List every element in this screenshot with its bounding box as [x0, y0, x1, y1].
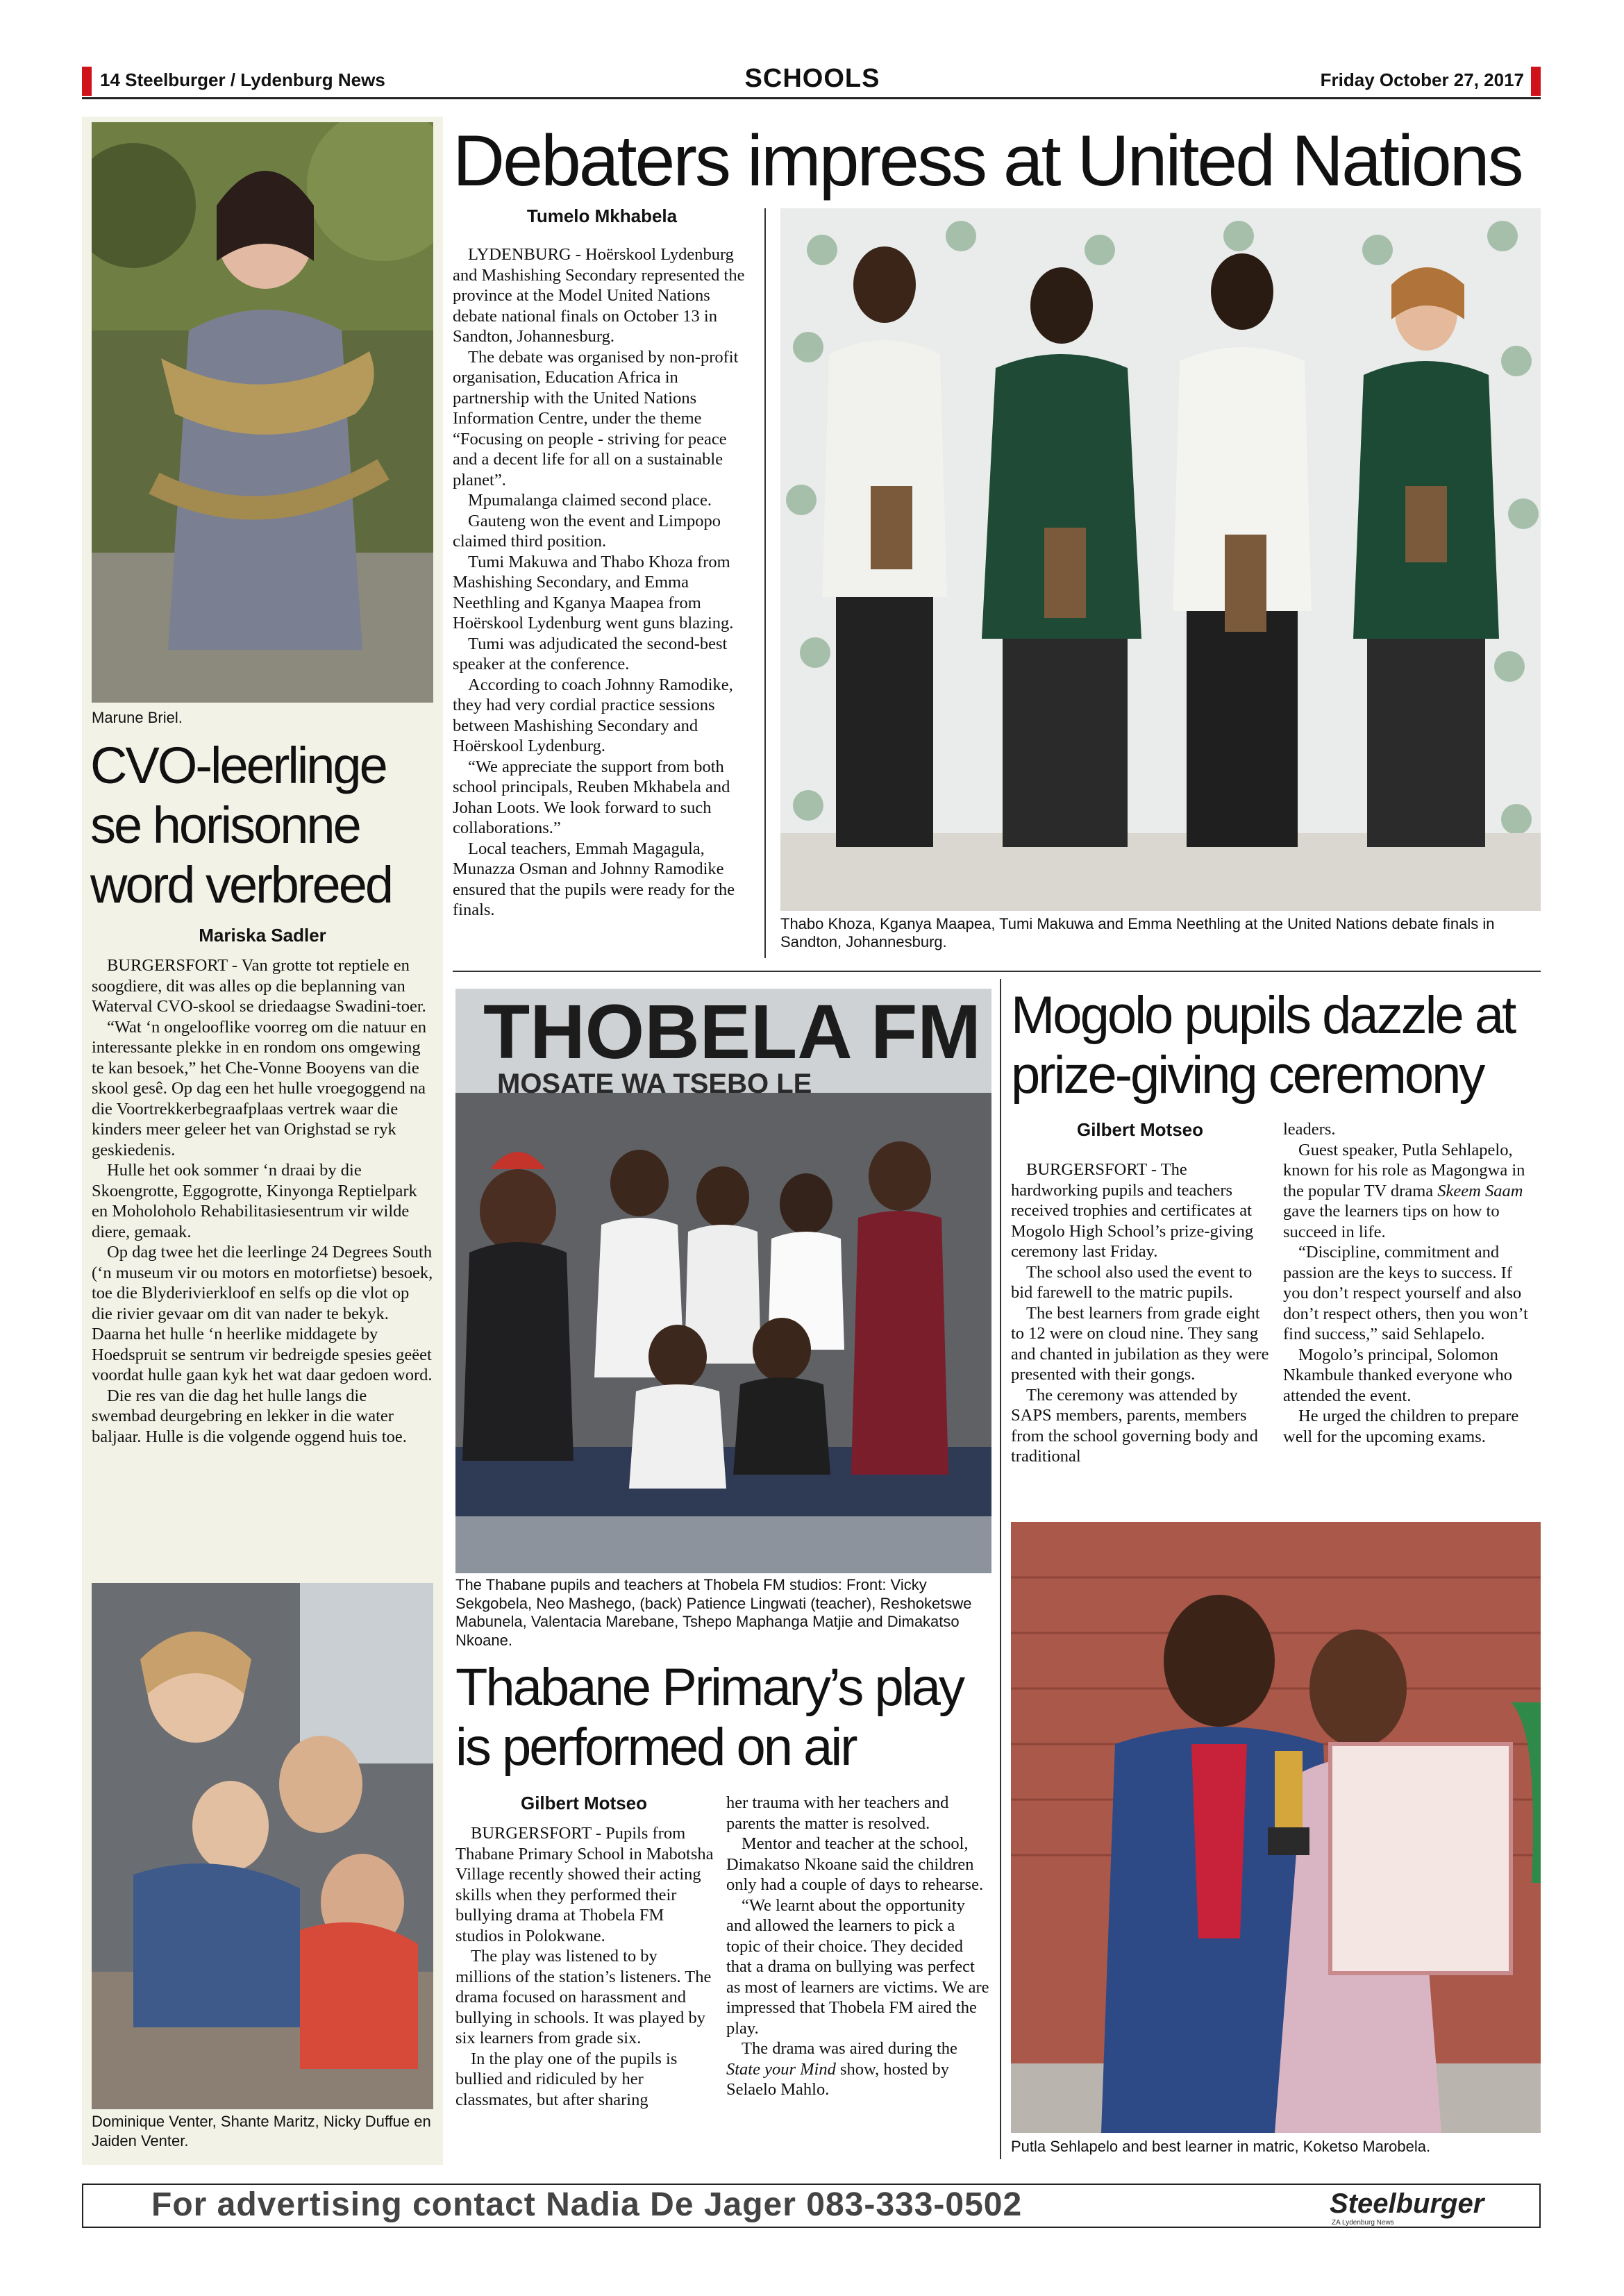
photo-marune-briel: [92, 122, 433, 703]
paragraph: The school also used the event to bid farewell to the matric pupils.: [1011, 1262, 1253, 1302]
steelburger-logo-sub: ZA Lydenburg News: [1332, 2219, 1394, 2227]
advert-text: For advertising contact Nadia De Jager 083-333-0502: [151, 2186, 1023, 2223]
paragraph: leaders.: [1283, 1120, 1336, 1139]
paragraph: “Wat ‘n ongelooflike voorreg om die natuur en interessante plekke in en rondom ons omgewing te kan besoek,” het Che-Vonne Booyens van die skool gesê. Op dag een het hulle vroegoggend na die Voortrekkerbegraafplaas vertrek waar die kinders meer geleer het van Orighstad se ryk geskiedenis.: [92, 1017, 426, 1159]
header-accent-right: [1531, 67, 1541, 96]
paragraph: Hulle het ook sommer ‘n draai by die Skoengrotte, Eggogrotte, Kinyonga Reptielpark en Moholoholo Rehabilitasiesentrum vir wilde diere, gemaak.: [92, 1161, 417, 1241]
paragraph: BURGERSFORT - Van grotte tot reptiele en soogdiere, dit was alles op die beplanning van Waterval CVO-skool se driedaagse Swadini-toer.: [92, 956, 426, 1016]
photo-caption-cvo-learners: Dominique Venter, Shante Maritz, Nicky Duffue en Jaiden Venter.: [92, 2113, 431, 2150]
show-name: Skeem Saam: [1437, 1181, 1523, 1200]
paragraph: According to coach Johnny Ramodike, they had very cordial practice sessions between Mashishing Secondary and Hoërskool Lydenburg.: [453, 675, 733, 755]
paragraph: The best learners from grade eight to 12 were on cloud nine. They sang and chanted in jubilation as they were presented with their gongs.: [1011, 1303, 1269, 1384]
photo-mogolo-prize: [1011, 1522, 1541, 2133]
headline-debaters: Debaters impress at United Nations: [453, 121, 1522, 201]
article-body-debaters: [453, 244, 753, 921]
paragraph: Die res van die dag het hulle langs die swembad deurgebring en lekker in die water baljaar. Hulle is die volgende oggend huis toe.: [92, 1386, 407, 1446]
sign-text: THOBELA FM: [483, 989, 981, 1075]
paragraph: [726, 2038, 990, 2100]
headline-cvo: CVO-leerlinge se horisonne word verbreed: [90, 737, 392, 914]
headline-mogolo: Mogolo pupils dazzle at prize-giving ceremony: [1011, 986, 1515, 1105]
photo-caption-debaters: Thabo Khoza, Kganya Maapea, Tumi Makuwa and Emma Neethling at the United Nations debate finals in Sandton, Johannesburg.: [780, 915, 1495, 950]
page-number-publication: 14 Steelburger / Lydenburg News: [100, 69, 385, 90]
photo-caption-thobela: The Thabane pupils and teachers at Thobela FM studios: Front: Vicky Sekgobela, Neo Mashego, (back) Patience Lingwati (teacher), Reshoketswe Mabunela, Valentacia Marebane, Tshepo Maphanga Matjie and Dimakatso Nkoane.: [455, 1576, 972, 1649]
text-run: show, hosted by Selaelo Mahlo.: [726, 2059, 949, 2099]
text-run: Guest speaker, Putla Sehlapelo, known for his role as Magongwa in the popular TV drama: [1283, 1140, 1525, 1200]
section-title: SCHOOLS: [744, 64, 880, 93]
paragraph: Mogolo’s principal, Solomon Nkambule thanked everyone who attended the event.: [1283, 1345, 1512, 1405]
column-rule: [1000, 979, 1001, 2159]
paragraph: Mentor and teacher at the school, Dimakatso Nkoane said the children only had a couple of days to rehearse.: [726, 1834, 984, 1894]
paragraph: BURGERSFORT - The hardworking pupils and teachers received trophies and certificates at Mogolo High School’s prize-giving ceremony last Friday.: [1011, 1160, 1254, 1261]
paragraph: The play was listened to by millions of the station’s listeners. The drama focused on harassment and bullying in schools. It was played by six learners from grade six.: [455, 1947, 712, 2047]
byline-cvo: Mariska Sadler: [199, 925, 326, 946]
paragraph: BURGERSFORT - Pupils from Thabane Primary School in Mabotsha Village recently showed their acting skills when they performed their bullying drama at Thobela FM studios in Polokwane.: [455, 1824, 714, 1945]
paragraph: Mpumalanga claimed second place.: [468, 491, 712, 510]
paragraph: “Discipline, commitment and passion are the keys to success. If you don’t respect yourself and also don’t respect others, then you won’t find success,” said Sehlapelo.: [1283, 1243, 1528, 1343]
paragraph: The debate was organised by non-profit organisation, Education Africa in partnership with the United Nations Information Centre, under the theme “Focusing on people - striving for peace and a decent life for all on a sustainable planet”.: [453, 347, 739, 489]
header-accent-left: [82, 67, 92, 96]
text-run: The drama was aired during the: [742, 2039, 957, 2058]
article-body-mogolo-col1: [1011, 1159, 1271, 1467]
paragraph: Gauteng won the event and Limpopo claimed third position.: [453, 511, 721, 551]
paragraph: Local teachers, Emmah Magagula, Munazza Osman and Johnny Ramodike ensured that the pupils were ready for the finals.: [453, 839, 735, 919]
paragraph: “We learnt about the opportunity and allowed the learners to pick a topic of their choice. They decided that a drama on bullying was perfect as most of learners are victims. We are impressed that Thobela FM aired the play.: [726, 1895, 989, 2038]
byline-thabane: Gilbert Motseo: [520, 1793, 647, 1813]
steelburger-logo: Steelburger: [1330, 2188, 1484, 2219]
paragraph: “We appreciate the support from both school principals, Reuben Mkhabela and Johan Loots. We look forward to such collaborations.”: [453, 757, 730, 837]
sign-subtext: MOSATE WA TSEBO LE: [497, 1069, 812, 1099]
photo-caption-marune: Marune Briel.: [92, 709, 183, 726]
paragraph: Tumi was adjudicated the second-best speaker at the conference.: [453, 634, 728, 673]
paragraph: Op dag twee het die leerlinge 24 Degrees South (‘n museum vir ou motors en motorfietse) besoek, toe die Blyderivierkloof en selfs op die vlot op die rivier gevaar om dit van nader te bekyk. Daarna het hulle ‘n heerlike middagete by Hoedspruit se sentrum vir bedreigde spesies geëet voordat hulle gaan kyk het wat daar gedoen word.: [92, 1243, 433, 1384]
paragraph: In the play one of the pupils is bullied and ridiculed by her classmates, but after sharing: [455, 2049, 678, 2109]
photo-thobela-fm: [455, 989, 991, 1573]
byline-debaters: Tumelo Mkhabela: [526, 206, 678, 226]
paragraph: LYDENBURG - Hoërskool Lydenburg and Mashishing Secondary represented the province at the Model United Nations debate national finals on October 13 in Sandton, Johannesburg.: [453, 245, 745, 346]
paragraph: her trauma with her teachers and parents the matter is resolved.: [726, 1793, 949, 1833]
photo-caption-mogolo: Putla Sehlapelo and best learner in matric, Koketso Marobela.: [1011, 2138, 1431, 2155]
paragraph: The ceremony was attended by SAPS members, parents, members from the school governing body and traditional: [1011, 1385, 1258, 1466]
issue-date: Friday October 27, 2017: [1320, 69, 1524, 90]
header-rule: [82, 97, 1541, 99]
article-body-mogolo-col2: [1283, 1119, 1541, 1447]
photo-cvo-learners-bus: [92, 1583, 433, 2109]
paragraph: He urged the children to prepare well for the upcoming exams.: [1283, 1407, 1519, 1446]
article-body-thabane-col1: [455, 1823, 714, 2110]
column-rule: [764, 208, 766, 958]
byline-mogolo: Gilbert Motseo: [1076, 1119, 1203, 1140]
article-body-cvo: [92, 955, 433, 1447]
paragraph: Tumi Makuwa and Thabo Khoza from Mashishing Secondary, and Emma Neethling and Kganya Maapea from Hoërskool Lydenburg went guns blazing.: [453, 552, 734, 632]
headline-thabane: Thabane Primary’s play is performed on air: [455, 1658, 963, 1777]
article-body-thabane-col2: [726, 1793, 990, 2100]
photo-debaters-un: [780, 208, 1541, 911]
section-rule: [453, 971, 1541, 972]
text-run: gave the learners tips on how to succeed in life.: [1283, 1202, 1500, 1241]
show-name: State your Mind: [726, 2059, 836, 2079]
paragraph: [1283, 1140, 1541, 1243]
